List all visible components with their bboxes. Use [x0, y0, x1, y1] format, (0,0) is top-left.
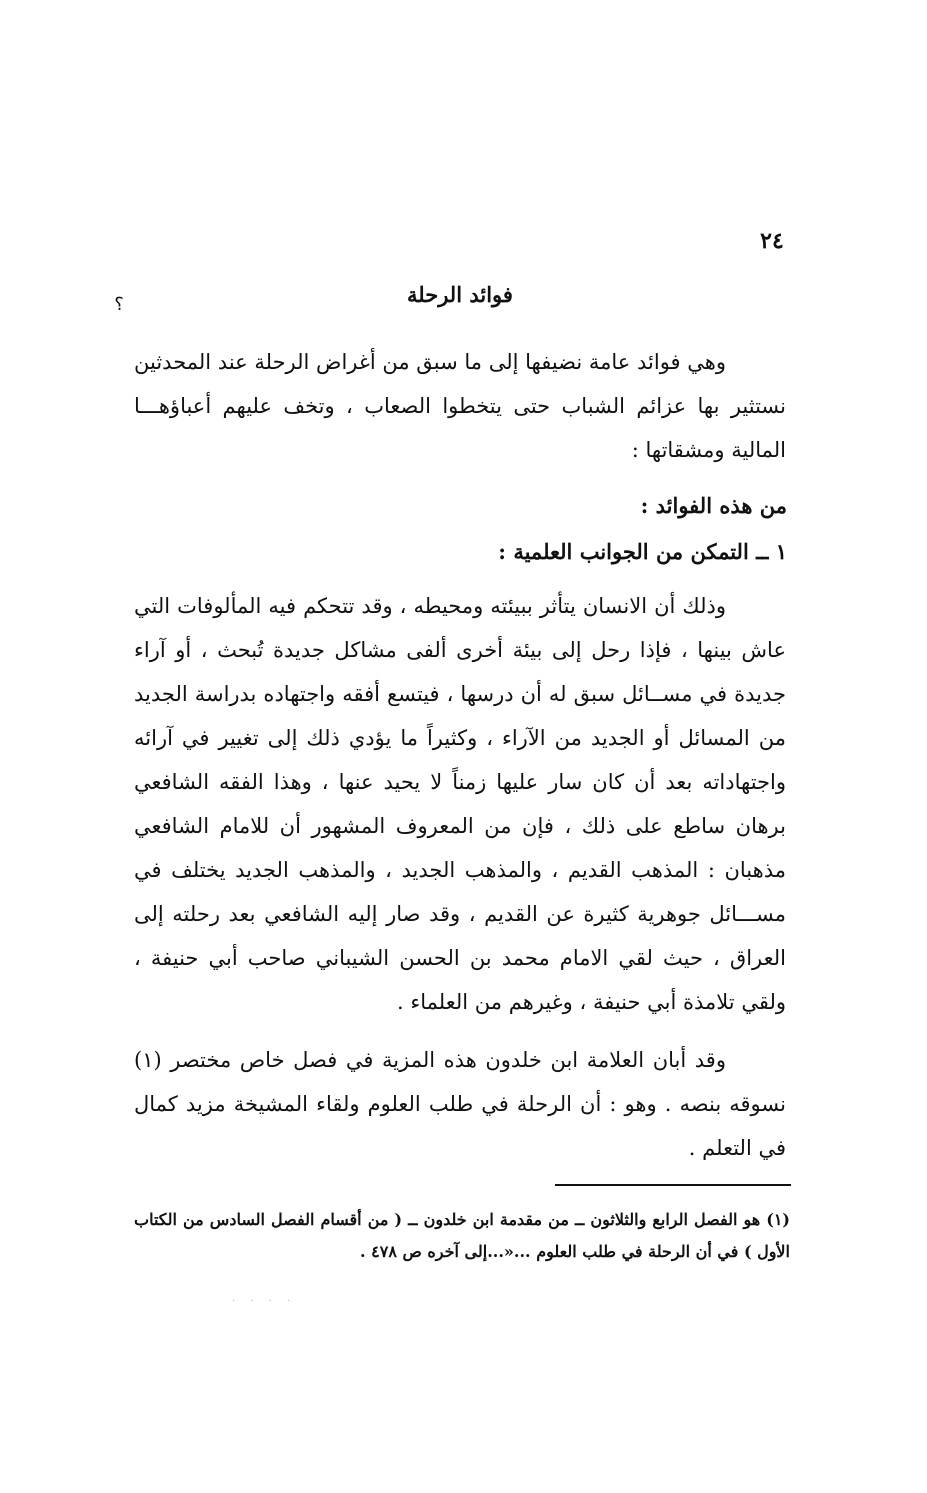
paragraph-2-text: وقد أبان العلامة ابن خلدون هذه المزية في فصل خاص مختصر (١) نسوقه بنصه . وهو : أن الرحلة في طلب العلوم ولقاء المشيخة مزيد كمال في التعلم .: [134, 1048, 786, 1160]
footnote-divider: [555, 1184, 791, 1186]
paragraph-1-text: وذلك أن الانسان يتأثر ببيئته ومحيطه ، وقد تتحكم فيه المألوفات التي عاش بينها ، فإذا رحل إلى بيئة أخرى ألفى مشاكل جديدة تُبحث ، أو آراء جديدة في مســائل سبق له أن درسها ، فيتسع أفقه واجتهاده بدراسة الجديد من المسائل أو الجديد من الآراء ، وكثيراً ما يؤدي ذلك إلى تغيير في آرائه واجتهاداته بعد أن كان سار عليها زمناً لا يحيد عنها ، وهذا الفقه الشافعي برهان ساطع على ذلك ، فإن من المعروف المشهور أن للامام الشافعي مذهبان : المذهب القديم ، والمذهب الجديد ، والمذهب الجديد يختلف في مســـائل جوهرية كثيرة عن القديم ، وقد صار إليه الشافعي بعد رحلته إلى العراق ، حيث لقي الامام محمد بن الحسن الشيباني صاحب أبي حنيفة ، ولقي تلامذة أبي حنيفة ، وغيرهم من العلماء .: [134, 594, 786, 1014]
body-paragraph-2: [134, 1038, 786, 1170]
footnote: [134, 1204, 790, 1268]
body-paragraph-1: [134, 584, 786, 1024]
page-number: ٢٤: [760, 228, 784, 254]
scan-specks: · · · ·: [232, 1296, 297, 1307]
benefits-heading: من هذه الفوائد :: [640, 493, 787, 518]
first-benefit-heading: ١ ــ التمكن من الجوانب العلمية :: [498, 539, 787, 564]
section-title: فوائد الرحلة: [407, 282, 513, 307]
intro-text: وهي فوائد عامة نضيفها إلى ما سبق من أغراض الرحلة عند المحدثين نستثير بها عزائم الشباب حتى يتخطوا الصعاب ، وتخف عليهم أعباؤهـــا المالية ومشقاتها :: [134, 350, 786, 462]
intro-paragraph: [134, 340, 786, 472]
footnote-text: (١) هو الفصل الرابع والثلاثون ــ من مقدمة ابن خلدون ــ ( من أقسام الفصل السادس من الكتاب الأول ) في أن الرحلة في طلب العلوم ...«...إلى آخره ص ٤٧٨ .: [134, 1210, 790, 1261]
margin-mark: ؟: [114, 294, 124, 315]
